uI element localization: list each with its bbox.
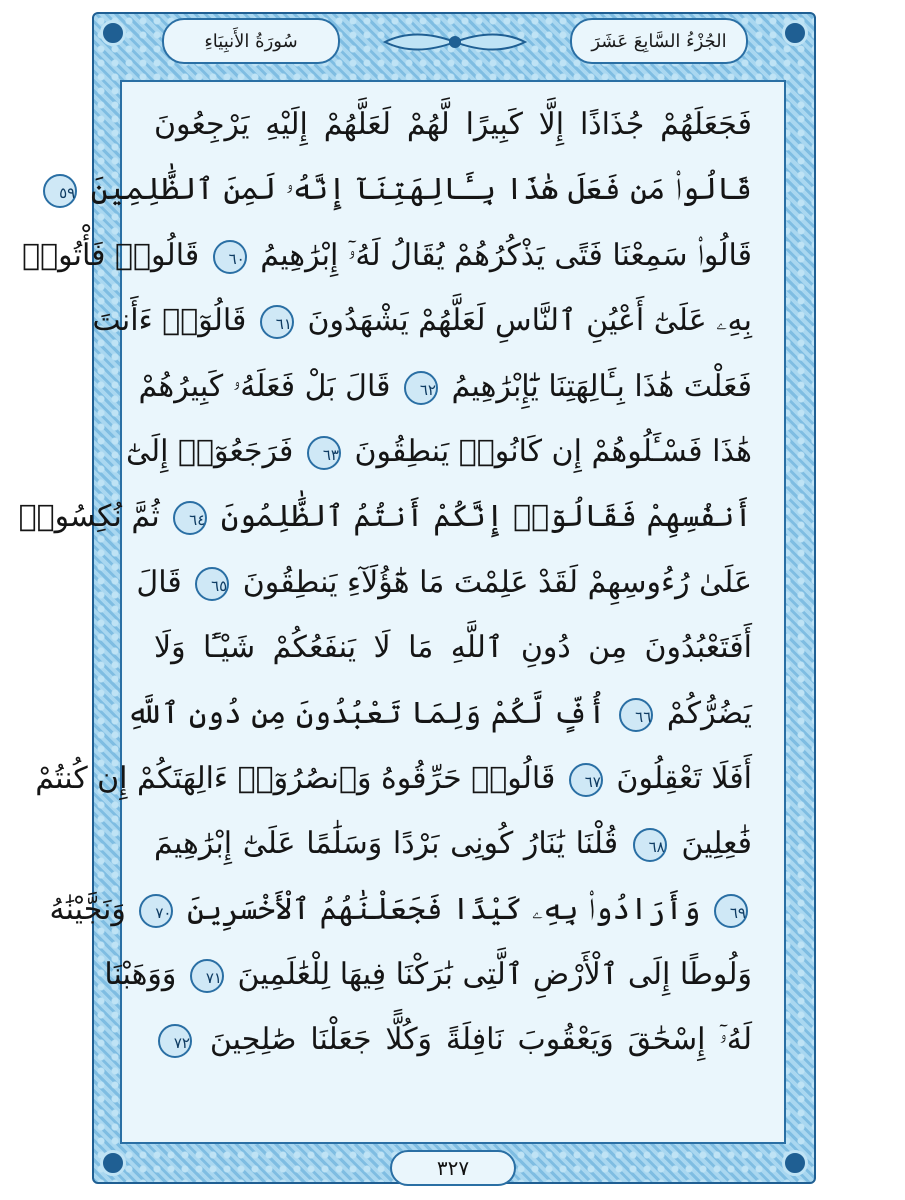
verse-text: ثُمَّ نُكِسُوا۟ (18, 499, 160, 535)
verse-line (154, 1007, 752, 1072)
verse-text: أَفَلَا تَعْقِلُونَ (616, 760, 752, 796)
corner-ornament-icon (782, 20, 808, 46)
header-ornament-icon (370, 22, 540, 62)
verse-text: قَالَ (136, 564, 182, 600)
verse-text: عَلَىٰ رُءُوسِهِمْ لَقَدْ عَلِمْتَ مَا هَٰٓؤُلَآءِ يَنطِقُونَ (242, 564, 752, 600)
verse-text: قَالُوٓا۟ ءَأَنتَ (92, 303, 247, 339)
verse-line (18, 484, 752, 549)
verse-text: وَأَرَادُوا۟ بِهِۦ كَيْدًا فَجَعَلْنَٰهُمُ ٱلْأَخْسَرِينَ (187, 891, 701, 927)
ayah-number-marker: ٦٤ (173, 501, 207, 535)
verse-text: هَٰذَا فَسْـَٔلُوهُمْ إِن كَانُوا۟ يَنطِقُونَ (354, 433, 752, 469)
verse-line (154, 615, 752, 680)
ayah-number-marker: ٧٠ (139, 894, 173, 928)
verse-line (104, 942, 752, 1007)
verse-line (125, 419, 752, 484)
verse-text: قَالُوا۟ حَرِّقُوهُ وَٱنصُرُوٓا۟ ءَالِهَتَكُمْ إِن كُنتُمْ (35, 760, 556, 796)
corner-ornament-icon (100, 1150, 126, 1176)
ayah-number-marker: ٦٣ (307, 436, 341, 470)
ayah-number-marker: ٦١ (260, 305, 294, 339)
ayah-number-marker: ٦٢ (404, 371, 438, 405)
verse-text: فَرَجَعُوٓا۟ إِلَىٰٓ (125, 433, 294, 469)
verse-text: وَلُوطًا إِلَى ٱلْأَرْضِ ٱلَّتِى بَٰرَكْنَا فِيهَا لِلْعَٰلَمِينَ (237, 957, 752, 993)
ayah-number-marker: ٧٢ (158, 1024, 192, 1058)
juz-name-cartouche (570, 18, 748, 64)
verse-line (49, 877, 752, 942)
verse-text: أُفٍّ لَّكُمْ وَلِمَا تَعْبُدُونَ مِن دُونِ ٱللَّهِ (126, 695, 606, 731)
page-number: ٣٢٧ (390, 1150, 516, 1186)
verse-text: أَنفُسِهِمْ فَقَالُوٓا۟ إِنَّكُمْ أَنتُمُ ٱلظَّٰلِمُونَ (220, 499, 752, 535)
verse-line (154, 92, 752, 157)
ayah-number-marker: ٧١ (190, 959, 224, 993)
verse-text: يَضُرُّكُمْ (666, 695, 752, 731)
verse-line (138, 354, 752, 419)
corner-ornament-icon (782, 1150, 808, 1176)
verse-line (154, 811, 752, 876)
juz-name: الجُزْءُ السَّابِعَ عَشَرَ (591, 30, 727, 52)
verse-line (126, 681, 752, 746)
verse-text: فَعَلْتَ هَٰذَا بِـَٔالِهَتِنَا يَٰٓإِبْرَٰهِيمُ (451, 368, 752, 404)
ayah-number-marker: ٦٧ (569, 763, 603, 797)
ayah-number-marker: ٦٦ (619, 698, 653, 732)
ayah-number-marker: ٦٠ (213, 240, 247, 274)
verse-text: وَوَهَبْنَا (104, 957, 177, 993)
corner-ornament-icon (100, 20, 126, 46)
ayah-number-marker: ٦٨ (633, 828, 667, 862)
verse-text: أَفَتَعْبُدُونَ مِن دُونِ ٱللَّهِ مَا لَا يَنفَعُكُمْ شَيْـًٔا وَلَا (154, 630, 752, 666)
verse-line (35, 746, 752, 811)
verse-line (136, 550, 752, 615)
verse-text: قَالُوا۟ سَمِعْنَا فَتًى يَذْكُرُهُمْ يُقَالُ لَهُۥٓ إِبْرَٰهِيمُ (260, 237, 752, 273)
ayah-number-marker: ٦٩ (714, 894, 748, 928)
verse-line (92, 288, 752, 353)
ayah-number-marker: ٥٩ (43, 174, 77, 208)
verse-text: قَالُوا۟ مَن فَعَلَ هَٰذَا بِـَٔالِهَتِنَآ إِنَّهُۥ لَمِنَ ٱلظَّٰلِمِينَ (90, 172, 752, 208)
verse-text: قَالُوا۟ فَأْتُوا۟ (22, 237, 200, 273)
verses-panel (18, 84, 782, 1140)
verse-text: بِهِۦ عَلَىٰٓ أَعْيُنِ ٱلنَّاسِ لَعَلَّهُمْ يَشْهَدُونَ (307, 303, 752, 339)
verse-line (22, 223, 752, 288)
verse-line (59, 157, 752, 222)
surah-name-cartouche (162, 18, 340, 64)
verse-text: فَٰعِلِينَ (681, 826, 752, 862)
verse-text: وَنَجَّيْنَٰهُ (49, 891, 126, 927)
verse-text: قَالَ بَلْ فَعَلَهُۥ كَبِيرُهُمْ (138, 368, 391, 404)
ayah-number-marker: ٦٥ (195, 567, 229, 601)
verse-text: قُلْنَا يَٰنَارُ كُونِى بَرْدًا وَسَلَٰمًا عَلَىٰٓ إِبْرَٰهِيمَ (154, 826, 619, 862)
verse-text: فَجَعَلَهُمْ جُذَاذًا إِلَّا كَبِيرًا لَّهُمْ لَعَلَّهُمْ إِلَيْهِ يَرْجِعُونَ (154, 107, 752, 142)
surah-name: سُورَةُ الأَنبِيَاءِ (204, 30, 298, 52)
verse-text: لَهُۥٓ إِسْحَٰقَ وَيَعْقُوبَ نَافِلَةً وَكُلًّا جَعَلْنَا صَٰلِحِينَ (209, 1022, 752, 1058)
